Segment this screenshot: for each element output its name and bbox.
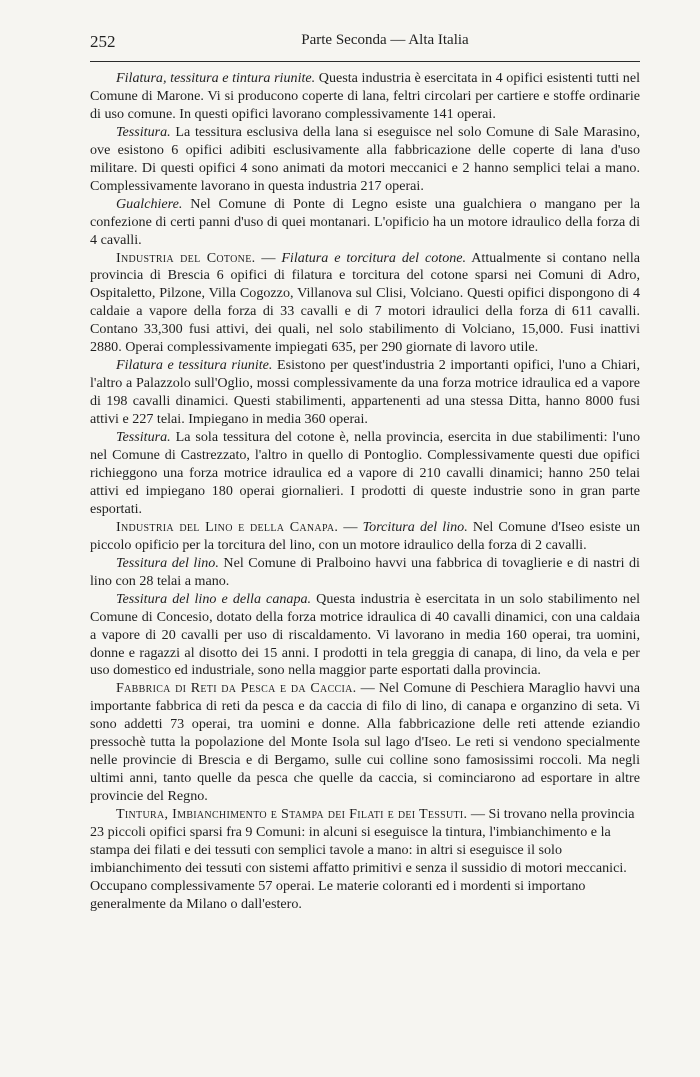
paragraph-lead-italic: Filatura e tessitura riunite. [116,357,273,374]
page-number: 252 [90,32,116,51]
paragraph-text: Questa industria è esercitata in un solo stabilimento nel Comune di Concesio, dotato della forza motrice idraulica di 40 cavalli dinamici, con una caldaia a vapore di 20 cavalli per uso di riscaldamento. Vi lavorano in media 160 operai, tra uomini, donne e ragazzi al disotto dei 15 anni. I prodotti in tela greggia di canapa, di lino, da vela e per uso domestico ed industriale, sono nella maggior parte esportati dalla provincia. [90,590,640,679]
paragraph-text: La sola tessitura del cotone è, nella provincia, esercita in due stabilimenti: l'uno nel Comune di Castrezzato, l'altro in quello di Pontoglio. Complessivamente questi due opifici richieggono una forza motrice idraulica ed a vapore di 210 cavalli dinamici; hanno 250 telai attivi ed impiegano 180 operai giornalieri. I prodotti di queste industrie sono in gran parte esportati. [90,429,640,517]
section-heading: Tintura, Imbianchimento e Stampa dei Filati e dei Tessuti. [116,806,468,823]
section-heading: Industria del Lino e della Canapa. [116,518,339,535]
section-heading: Industria del Cotone. [116,249,256,266]
paragraph: Tintura, Imbianchimento e Stampa dei Filati e dei Tessuti. — Si trovano nella provincia 23 piccoli opifici sparsi fra 9 Comuni: in alcuni si eseguisce la tintura, l'imbianchimento e la stampa dei filati e dei tessuti con semplici tavole a mano: in altri si eseguisce il solo imbianchimento dei tessuti con sistemi affatto primitivi e senza il sussidio di motori meccanici. Occupano complessivamente 57 operai. Le materie coloranti ed i mordenti si importano generalmente da Milano o dall'estero. [90,806,635,912]
section-heading: Fabbrica di Reti da Pesca e da Caccia. [116,680,357,697]
paragraph [90,555,640,591]
paragraph-text: Si trovano nella provincia 23 piccoli opifici sparsi fra 9 Comuni: in alcuni si eseguisce la tintura, l'imbianchimento e la stampa dei filati e dei tessuti con semplici tavole a mano: in altri si eseguisce il solo imbianchimento dei tessuti con sistemi affatto primitivi e senza il sussidio di motori meccanici. Occupano complessivamente 57 operai. Le materie coloranti ed i mordenti si importano generalmente da Milano o dall'estero. [90,806,635,912]
paragraph [90,591,640,681]
paragraph [90,357,640,429]
paragraph: Industria del Lino e della Canapa. — Torcitura del lino. Nel Comune d'Iseo esiste un piccolo opificio per la torcitura del lino, con un motore idraulico della forza di 2 cavalli. [90,518,641,553]
paragraph-lead-italic: Gualchiere. [116,195,183,212]
paragraph-lead-italic: Tessitura. [116,123,171,140]
subsection-lead: Torcitura del lino. [362,518,468,535]
paragraph [90,196,640,250]
paragraph: Fabbrica di Reti da Pesca e da Caccia. — Nel Comune di Peschiera Maraglio havvi una importante fabbrica di reti da pesca e da caccia di filo di lino, di canapa e organzino di seta. Vi sono addetti 73 operai, tra uomini e donne. Alla fabbricazione delle reti attende eziandio pressochè tutta la popolazione del Monte Isola sul lago d'Iseo. Le reti si vendono specialmente nelle provincie di Brescia e di Bergamo, sulle cui colline sono famosissimi roccoli. Ma negli ultimi anni, tanto quelle da pesca che quelle da caccia, si cominciarono ad esportare in altre provincie del Regno. [90,680,640,805]
paragraph [90,429,640,519]
paragraph-text: Esistono per quest'industria 2 importanti opifici, l'uno a Chiari, l'altro a Palazzolo sull'Oglio, mossi complessivamente da una forza motrice idraulica ed a vapore di 198 cavalli dinamici. Questi stabilimenti, appartenenti ad una stessa Ditta, hanno 8000 fusi attivi e 227 telai. Impiegano in media 360 operai. [90,357,640,428]
paragraph-text: Nel Comune di Peschiera Maraglio havvi una importante fabbrica di reti da pesca e da caccia di filo di lino, di canapa e organzino di seta. Vi sono addetti 73 operai, tra uomini e donne. Alla fabbricazione delle reti attende eziandio pressochè tutta la popolazione del Monte Isola sul lago d'Iseo. Le reti si vendono specialmente nelle provincie di Brescia e di Bergamo, sulle cui colline sono famosissimi roccoli. Ma negli ultimi anni, tanto quelle da pesca che quelle da caccia, si cominciarono ad esportare in altre provincie del Regno. [90,680,640,805]
paragraph [90,124,640,196]
paragraph-text: Questa industria è esercitata in 4 opifici esistenti tutti nel Comune di Marone. Vi si producono coperte di lana, feltri circolari per cartiere e stoffe ordinarie di uso comune. In questi opifici lavorano complessivamente 141 operai. [90,70,641,122]
paragraph: Industria del Cotone. — Filatura e torcitura del cotone. Attualmente si contano nella provincia di Brescia 6 opifici di filatura e torcitura del cotone sparsi nei Comuni di Adro, Ospitaletto, Pilzone, Villa Cogozzo, Villanova sul Clisi, Volciano. Questi opifici dispongono di 4 caldaie a vapore della forza di 33 cavalli e di 7 motori idraulici della forza di 611 cavalli. Contano 33,300 fusi attivi, dei quali, nel solo stabilimento di Volciano, 15,000. Fusi inattivi 2880. Operai complessivamente impiegati 635, per 290 giornate di lavoro utile. [90,249,640,356]
paragraph-text: Nel Comune d'Iseo esiste un piccolo opificio per la torcitura del lino, con un motore idraulico della forza di 2 cavalli. [90,518,641,553]
running-title: Parte Seconda — Alta Italia [301,32,469,48]
paragraph-lead-italic: Filatura, tessitura e tintura riunite. [116,70,316,86]
paragraph-text: Nel Comune di Ponte di Legno esiste una gualchiera o mangano per la confezione di certi panni d'uso di quei montanari. L'opificio ha un motore idraulico della forza di 4 cavalli. [90,195,640,248]
page-header [90,32,640,54]
paragraph-lead-italic: Tessitura del lino. [116,554,219,571]
subsection-lead: Filatura e torcitura del cotone. [281,249,467,266]
header-rule [90,61,640,62]
body-text [90,70,640,914]
paragraph-lead-italic: Tessitura. [116,429,171,446]
paragraph-text: Nel Comune di Pralboino havvi una fabbrica di tovaglierie e di nastri di lino con 28 telai a mano. [90,554,640,589]
paragraph-lead-italic: Tessitura del lino e della canapa. [116,590,312,607]
paragraph-text: La tessitura esclusiva della lana si eseguisce nel solo Comune di Sale Marasino, ove esistono 6 opifici adibiti esclusivamente alla fabbricazione delle coperte di lana d'uso militare. Di questi opifici 4 sono animati da motori meccanici e 2 hanno semplici telai a mano. Complessivamente lavorano in questa industria 217 operai. [90,123,640,194]
paragraph-text: Attualmente si contano nella provincia di Brescia 6 opifici di filatura e torcitura del cotone sparsi nei Comuni di Adro, Ospitaletto, Pilzone, Villa Cogozzo, Villanova sul Clisi, Volciano. Questi opifici dispongono di 4 caldaie a vapore della forza di 33 cavalli e di 7 motori idraulici della forza di 611 cavalli. Contano 33,300 fusi attivi, dei quali, nel solo stabilimento di Volciano, 15,000. Fusi inattivi 2880. Operai complessivamente impiegati 635, per 290 giornate di lavoro utile. [90,249,640,356]
paragraph [90,70,640,124]
